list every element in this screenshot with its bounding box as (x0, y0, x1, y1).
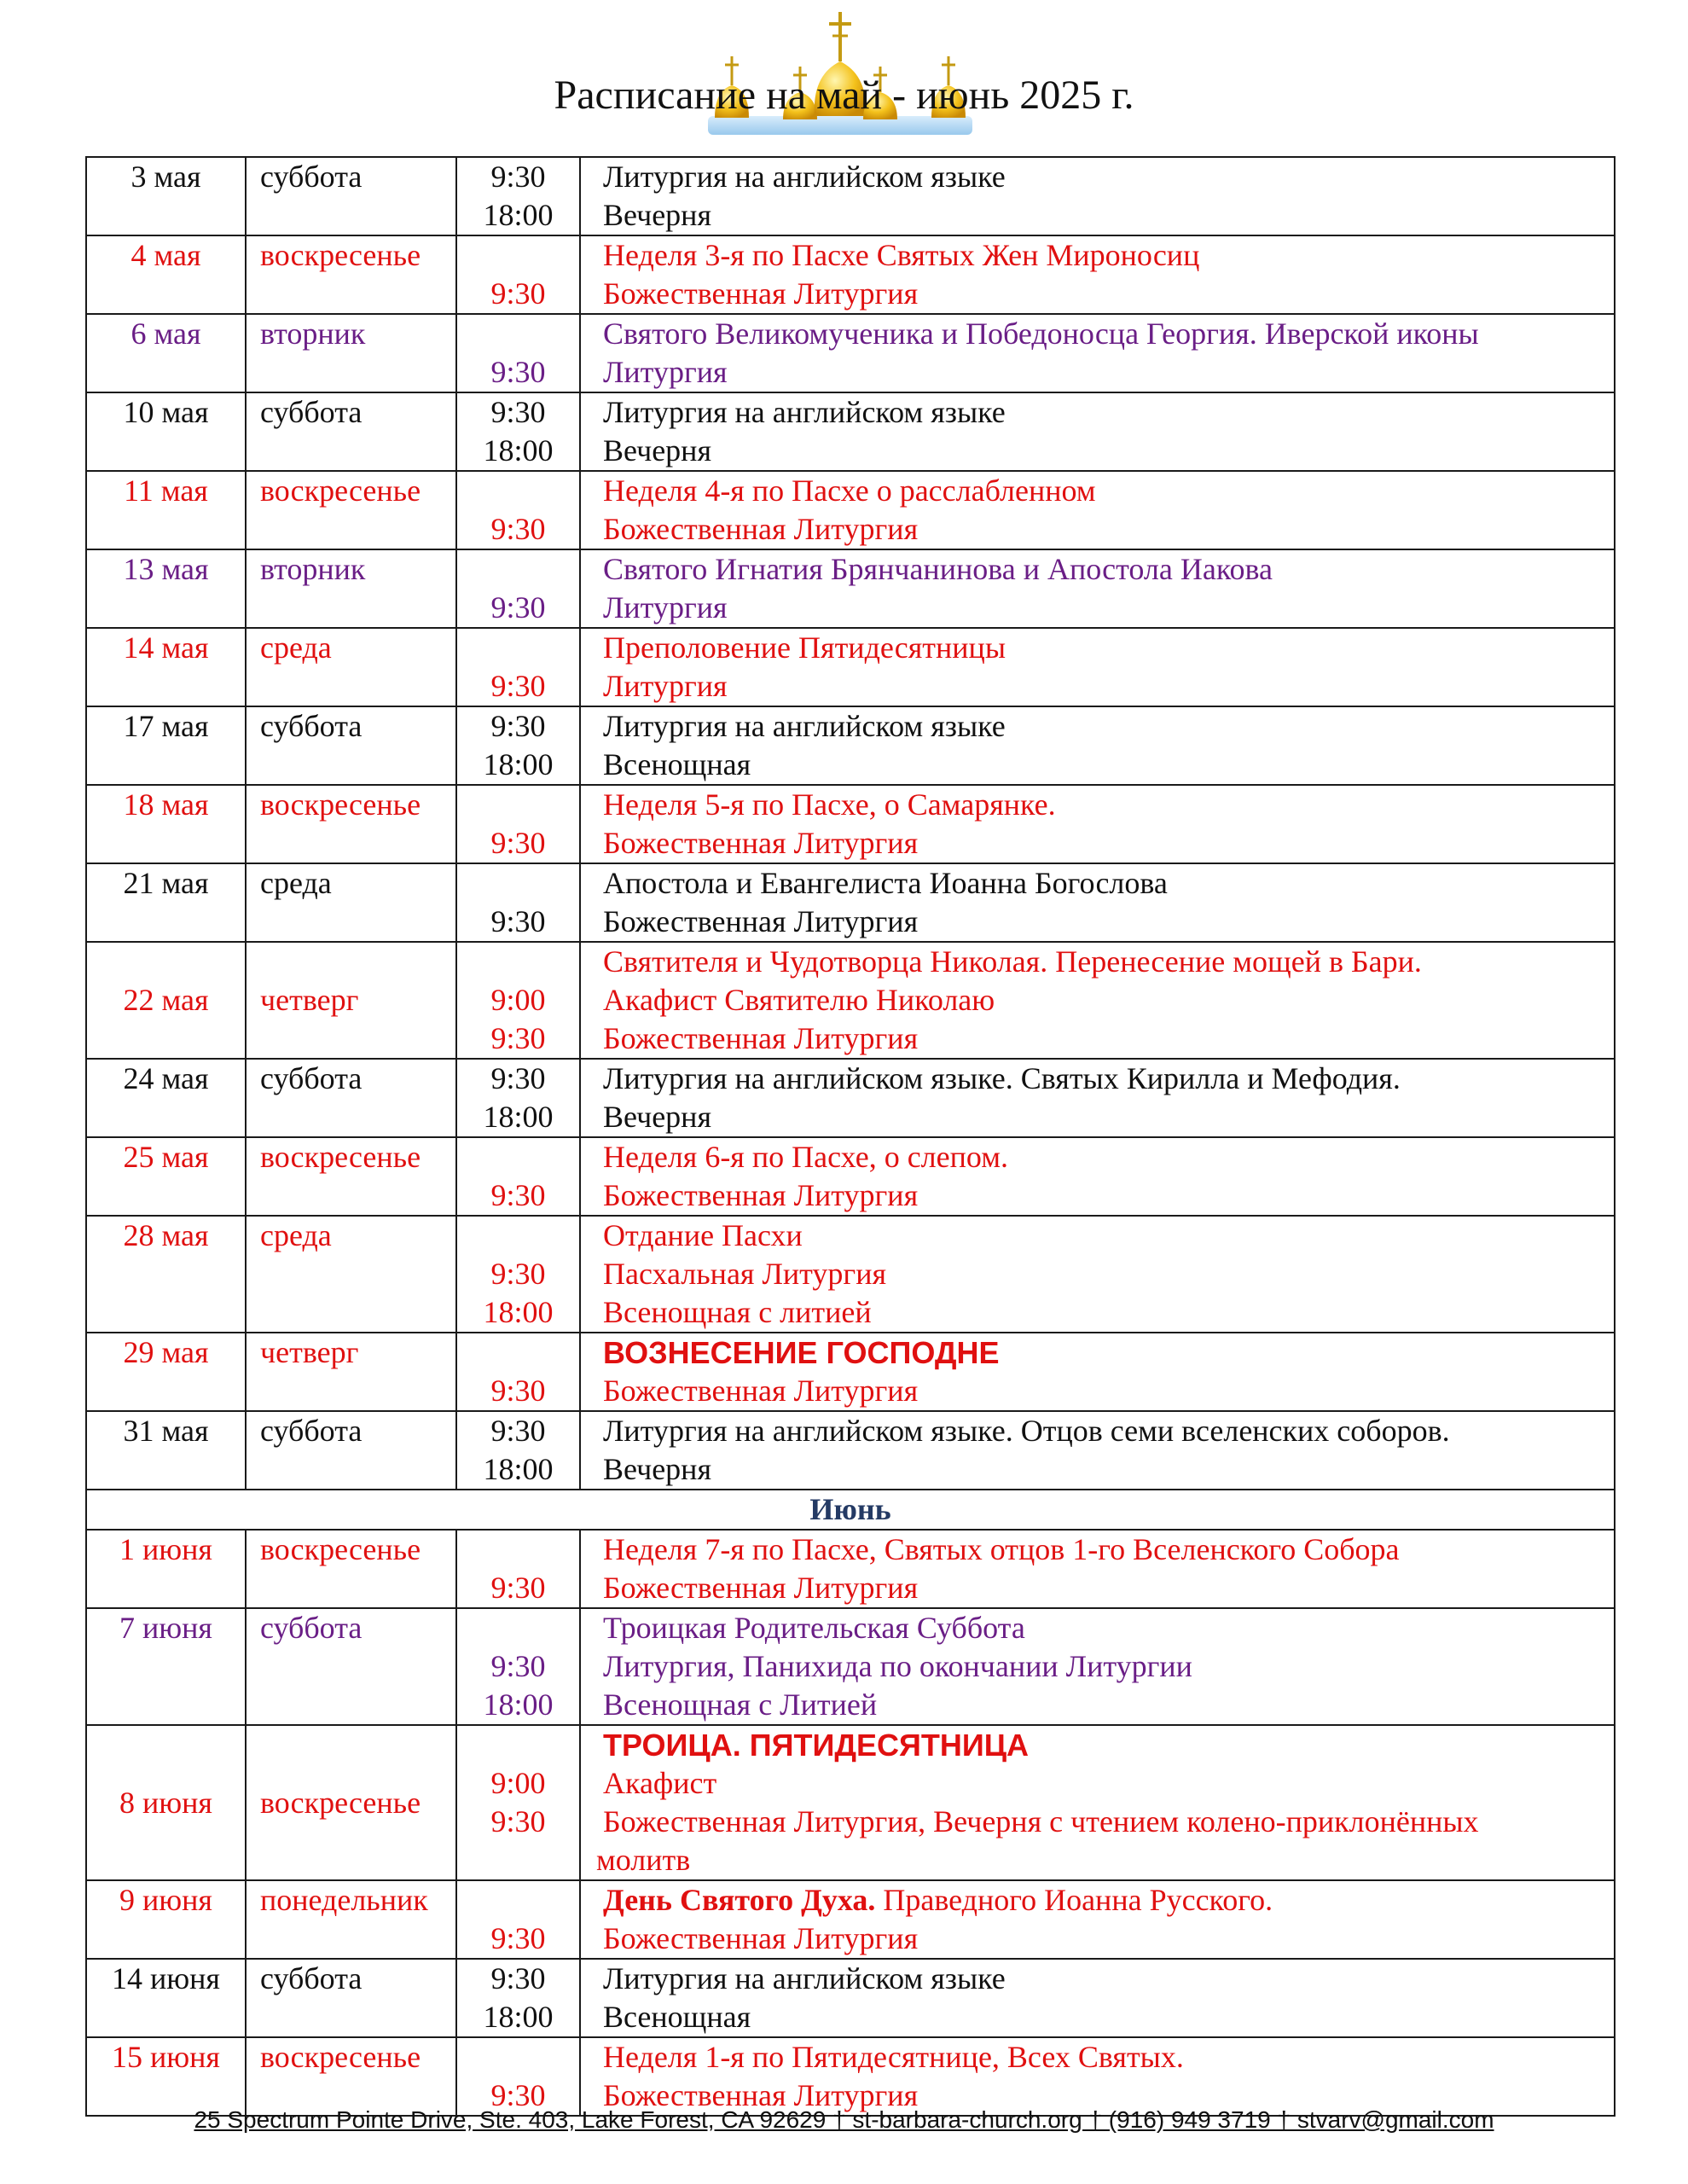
service-name (603, 1803, 1614, 1841)
service-time: 9:30 (490, 1804, 546, 1838)
service-time: 9:30 (490, 904, 546, 938)
service-name (603, 1569, 1614, 1607)
service-name (603, 1881, 1614, 1920)
schedule-row (86, 1608, 1615, 1725)
service-time: 9:00 (490, 1766, 546, 1800)
schedule-row (86, 1411, 1615, 1490)
weekday-cell: суббота (246, 157, 456, 235)
service-name-text: Преполовение Пятидесятницы (603, 630, 1006, 665)
service-time: 18:00 (483, 1452, 554, 1486)
service-cell (580, 314, 1615, 392)
service-name (603, 1609, 1614, 1647)
footer-contact: 25 Spectrum Pointe Drive, Ste. 403, Lake Forest, CA 92629 † st-barbara-church.org † (916) 949 3719 † stvarv@gmail.com (194, 2106, 1494, 2133)
service-name (603, 1764, 1614, 1803)
schedule-row (86, 1137, 1615, 1216)
service-time: 9:30 (490, 512, 546, 546)
date-cell: 3 мая (86, 157, 246, 235)
service-time: 9:30 (490, 355, 546, 389)
service-name (603, 1372, 1614, 1410)
service-name (603, 1920, 1614, 1958)
service-time: 9:30 (490, 1961, 546, 1995)
service-time: 9:30 (490, 395, 546, 429)
month-header: Июнь (86, 1490, 1615, 1530)
service-time (457, 1726, 579, 1764)
service-name (603, 158, 1614, 196)
service-name-text: Литургия на английском языке (603, 395, 1006, 429)
page-title: Расписание на май - июнь 2025 г. (554, 73, 1134, 118)
service-time (457, 943, 579, 981)
service-time: 9:30 (490, 160, 546, 194)
service-name-text: Всенощная (603, 2000, 751, 2034)
service-time: 18:00 (483, 747, 554, 781)
service-name (603, 353, 1614, 392)
time-cell (456, 471, 580, 549)
service-time: 9:30 (490, 276, 546, 311)
time-cell (456, 1880, 580, 1959)
schedule-row (86, 1059, 1615, 1137)
service-name-text: Отдание Пасхи (603, 1218, 803, 1252)
month-header-row (86, 1490, 1615, 1530)
time-cell (456, 1725, 580, 1880)
time-cell (456, 392, 580, 471)
service-name (603, 550, 1614, 589)
service-name (603, 472, 1614, 510)
service-cell (580, 471, 1615, 549)
date-cell: 14 июня (86, 1959, 246, 2037)
schedule-row (86, 392, 1615, 471)
date-cell: 4 мая (86, 235, 246, 314)
schedule-row (86, 1333, 1615, 1411)
date-cell: 14 мая (86, 628, 246, 706)
service-name-text: Литургия на английском языке (603, 709, 1006, 743)
service-name-text: Неделя 5-я по Пасхе, о Самарянке. (603, 787, 1056, 822)
service-name-text: Неделя 3-я по Пасхе Святых Жен Мироносиц (603, 238, 1200, 272)
service-name-text: Литургия (603, 590, 728, 624)
schedule-row (86, 314, 1615, 392)
service-time: 9:30 (490, 1178, 546, 1212)
service-time (457, 1138, 579, 1176)
service-name-text: Неделя 1-я по Пятидесятнице, Всех Святых. (603, 2040, 1184, 2074)
service-cell (580, 392, 1615, 471)
time-cell (456, 706, 580, 785)
service-time: 18:00 (483, 1100, 554, 1134)
date-cell: 22 мая (86, 942, 246, 1059)
service-name-text: Литургия на английском языке (603, 1961, 1006, 1995)
time-cell (456, 1333, 580, 1411)
service-name-text: Святого Великомученика и Победоносца Георгия. Иверской иконы (603, 317, 1479, 351)
service-time (457, 629, 579, 667)
schedule-row (86, 549, 1615, 628)
service-name-text: Литургия (603, 355, 728, 389)
service-cell (580, 235, 1615, 314)
service-name-text: Неделя 7-я по Пасхе, Святых отцов 1-го Вселенского Собора (603, 1532, 1400, 1566)
schedule-row (86, 235, 1615, 314)
time-cell (456, 1059, 580, 1137)
service-name (603, 196, 1614, 235)
service-time: 18:00 (483, 1295, 554, 1329)
weekday-cell: четверг (246, 1333, 456, 1411)
weekday-cell: воскресенье (246, 1137, 456, 1216)
weekday-cell: суббота (246, 706, 456, 785)
service-name (603, 589, 1614, 627)
service-name-text: Вечерня (603, 433, 712, 468)
service-name-text: Божественная Литургия (603, 1021, 919, 1055)
service-time (457, 1333, 579, 1372)
weekday-cell: воскресенье (246, 471, 456, 549)
service-cell (580, 1959, 1615, 2037)
service-name (603, 1060, 1614, 1098)
service-time: 9:30 (490, 2078, 546, 2112)
service-name (603, 1726, 1614, 1764)
service-name (603, 864, 1614, 903)
date-cell: 15 июня (86, 2037, 246, 2116)
service-time: 18:00 (483, 1687, 554, 1722)
service-name-text: Божественная Литургия (603, 276, 919, 311)
service-name-text: Божественная Литургия, Вечерня с чтением колено-приклонённых (603, 1804, 1479, 1838)
service-time: 9:30 (490, 1571, 546, 1605)
schedule-row (86, 628, 1615, 706)
service-name-text: Святого Игнатия Брянчанинова и Апостола Иакова (603, 552, 1273, 586)
weekday-cell: воскресенье (246, 235, 456, 314)
schedule-row (86, 157, 1615, 235)
weekday-cell: понедельник (246, 1880, 456, 1959)
service-name-text: Божественная Литургия (603, 1178, 919, 1212)
service-name-text: Божественная Литургия (603, 512, 919, 546)
service-cell (580, 1608, 1615, 1725)
service-time: 9:30 (490, 1021, 546, 1055)
time-cell (456, 1959, 580, 2037)
weekday-cell: среда (246, 1216, 456, 1333)
service-name (603, 1960, 1614, 1998)
weekday-cell: воскресенье (246, 785, 456, 863)
service-time: 9:30 (490, 1649, 546, 1683)
weekday-cell: воскресенье (246, 1725, 456, 1880)
schedule-row (86, 1725, 1615, 1880)
schedule-row (86, 471, 1615, 549)
service-cell (580, 706, 1615, 785)
date-cell: 8 июня (86, 1725, 246, 1880)
service-name-text: Литургия, Панихида по окончании Литургии (603, 1649, 1192, 1683)
service-time (457, 1881, 579, 1920)
weekday-cell: суббота (246, 1608, 456, 1725)
date-cell: 6 мая (86, 314, 246, 392)
time-cell (456, 863, 580, 942)
service-cell (580, 1880, 1615, 1959)
service-name-text: Литургия (603, 669, 728, 703)
time-cell (456, 549, 580, 628)
service-name (603, 707, 1614, 746)
service-time: 9:00 (490, 983, 546, 1017)
service-name (603, 667, 1614, 706)
weekday-cell: суббота (246, 1411, 456, 1490)
service-time: 9:30 (490, 709, 546, 743)
service-name-text: Божественная Литургия (603, 1374, 919, 1408)
service-name-text: Неделя 6-я по Пасхе, о слепом. (603, 1140, 1008, 1174)
weekday-cell: воскресенье (246, 2037, 456, 2116)
weekday-cell: воскресенье (246, 1530, 456, 1608)
weekday-cell: четверг (246, 942, 456, 1059)
service-name (603, 1293, 1614, 1332)
service-name (603, 1255, 1614, 1293)
service-name (603, 1217, 1614, 1255)
service-time: 9:30 (490, 1061, 546, 1095)
service-name-text: Акафист Святителю Николаю (603, 983, 995, 1017)
service-time (457, 1609, 579, 1647)
service-name (603, 275, 1614, 313)
service-name-text: Вечерня (603, 1452, 712, 1486)
service-time: 9:30 (490, 669, 546, 703)
service-name (603, 393, 1614, 432)
service-cell (580, 863, 1615, 942)
service-name (596, 1841, 1614, 1879)
date-cell: 17 мая (86, 706, 246, 785)
service-time (457, 1531, 579, 1569)
service-name-text: Всенощная с литией (603, 1295, 872, 1329)
service-name (603, 786, 1614, 824)
service-time: 9:30 (490, 1257, 546, 1291)
service-name (603, 432, 1614, 470)
june-header-section (86, 1490, 1615, 1530)
date-cell: 21 мая (86, 863, 246, 942)
service-cell (580, 628, 1615, 706)
service-cell (580, 1216, 1615, 1333)
date-cell: 7 июня (86, 1608, 246, 1725)
service-cell (580, 1725, 1615, 1880)
service-time: 9:30 (490, 590, 546, 624)
service-name-text: Божественная Литургия (603, 1571, 919, 1605)
service-time: 18:00 (483, 433, 554, 468)
weekday-cell: среда (246, 628, 456, 706)
service-name-text: Святителя и Чудотворца Николая. Перенесение мощей в Бари. (603, 944, 1422, 979)
service-name-rest: Праведного Иоанна Русского. (875, 1883, 1273, 1917)
schedule-row (86, 785, 1615, 863)
service-name (603, 315, 1614, 353)
service-name (603, 510, 1614, 549)
date-cell: 11 мая (86, 471, 246, 549)
time-cell (456, 235, 580, 314)
service-time (457, 472, 579, 510)
schedule-row (86, 1530, 1615, 1608)
service-name-text: Божественная Литургия (603, 826, 919, 860)
schedule-table (85, 156, 1615, 2117)
service-name-text: ВОЗНЕСЕНИЕ ГОСПОДНЕ (603, 1335, 1000, 1370)
weekday-cell: вторник (246, 549, 456, 628)
service-name (603, 1647, 1614, 1686)
weekday-cell: суббота (246, 1959, 456, 2037)
service-name (603, 236, 1614, 275)
schedule-row (86, 863, 1615, 942)
service-time: 9:30 (490, 1374, 546, 1408)
date-cell: 31 мая (86, 1411, 246, 1490)
service-time (457, 550, 579, 589)
service-name (603, 746, 1614, 784)
service-name-text: Всенощная (603, 747, 751, 781)
service-name-text: ТРОИЦА. ПЯТИДЕСЯТНИЦА (603, 1728, 1030, 1763)
service-name-text: Пасхальная Литургия (603, 1257, 887, 1291)
weekday-cell: суббота (246, 1059, 456, 1137)
service-name (603, 943, 1614, 981)
time-cell (456, 1530, 580, 1608)
time-cell (456, 942, 580, 1059)
service-name-text: Литургия на английском языке. Отцов семи вселенских соборов. (603, 1414, 1450, 1448)
service-time: 9:30 (490, 826, 546, 860)
service-cell (580, 1059, 1615, 1137)
time-cell (456, 785, 580, 863)
time-cell (456, 1137, 580, 1216)
time-cell (456, 157, 580, 235)
june-schedule (86, 1530, 1615, 2116)
service-time (457, 315, 579, 353)
service-time (457, 236, 579, 275)
date-cell: 13 мая (86, 549, 246, 628)
time-cell (456, 314, 580, 392)
time-cell (456, 1608, 580, 1725)
service-time (457, 786, 579, 824)
service-cell (580, 1137, 1615, 1216)
schedule-row (86, 942, 1615, 1059)
service-cell (580, 1530, 1615, 1608)
service-cell (580, 942, 1615, 1059)
weekday-cell: суббота (246, 392, 456, 471)
service-name (603, 903, 1614, 941)
date-cell: 1 июня (86, 1530, 246, 1608)
service-name-bold: День Святого Духа. (603, 1883, 876, 1917)
service-name-text: Литургия на английском языке. Святых Кирилла и Мефодия. (603, 1061, 1401, 1095)
service-time: 18:00 (483, 2000, 554, 2034)
service-name (603, 1531, 1614, 1569)
service-name (603, 1019, 1614, 1058)
service-time: 18:00 (483, 198, 554, 232)
service-name-text: Всенощная с Литией (603, 1687, 878, 1722)
date-cell: 9 июня (86, 1880, 246, 1959)
service-name (603, 1138, 1614, 1176)
service-name-text: Апостола и Евангелиста Иоанна Богослова (603, 866, 1168, 900)
service-name-text: Акафист (603, 1766, 717, 1800)
may-schedule (86, 157, 1615, 1490)
service-time (457, 2038, 579, 2077)
service-name-text: Вечерня (603, 1100, 712, 1134)
date-cell: 24 мая (86, 1059, 246, 1137)
service-time (457, 1841, 579, 1879)
service-cell (580, 1411, 1615, 1490)
time-cell (456, 1216, 580, 1333)
date-cell: 29 мая (86, 1333, 246, 1411)
service-time: 9:30 (490, 1414, 546, 1448)
service-cell (580, 785, 1615, 863)
time-cell (456, 1411, 580, 1490)
service-time (457, 864, 579, 903)
date-cell: 10 мая (86, 392, 246, 471)
service-name (603, 2038, 1614, 2077)
service-name (603, 1998, 1614, 2036)
service-time: 9:30 (490, 1921, 546, 1955)
date-cell: 28 мая (86, 1216, 246, 1333)
service-name-text: Божественная Литургия (603, 904, 919, 938)
service-name (603, 981, 1614, 1019)
service-name (603, 1176, 1614, 1215)
service-name-text: Божественная Литургия (603, 2078, 919, 2112)
service-name (603, 1686, 1614, 1724)
service-name-text: Божественная Литургия (603, 1921, 919, 1955)
service-name-text: молитв (596, 1843, 691, 1877)
date-cell: 18 мая (86, 785, 246, 863)
schedule-row (86, 1880, 1615, 1959)
service-name-text: Троицкая Родительская Суббота (603, 1611, 1025, 1645)
schedule-row (86, 706, 1615, 785)
service-name-text: Вечерня (603, 198, 712, 232)
service-name (603, 1098, 1614, 1136)
service-name (603, 629, 1614, 667)
service-name (603, 824, 1614, 863)
service-name (603, 1450, 1614, 1489)
weekday-cell: вторник (246, 314, 456, 392)
schedule-row (86, 1216, 1615, 1333)
time-cell (456, 628, 580, 706)
service-name-text: Литургия на английском языке (603, 160, 1006, 194)
service-name-text: Неделя 4-я по Пасхе о расслабленном (603, 473, 1096, 508)
schedule-row (86, 1959, 1615, 2037)
service-cell (580, 157, 1615, 235)
service-cell (580, 549, 1615, 628)
service-name (603, 1412, 1614, 1450)
service-name (603, 1333, 1614, 1372)
service-time (457, 1217, 579, 1255)
weekday-cell: среда (246, 863, 456, 942)
date-cell: 25 мая (86, 1137, 246, 1216)
service-cell (580, 1333, 1615, 1411)
